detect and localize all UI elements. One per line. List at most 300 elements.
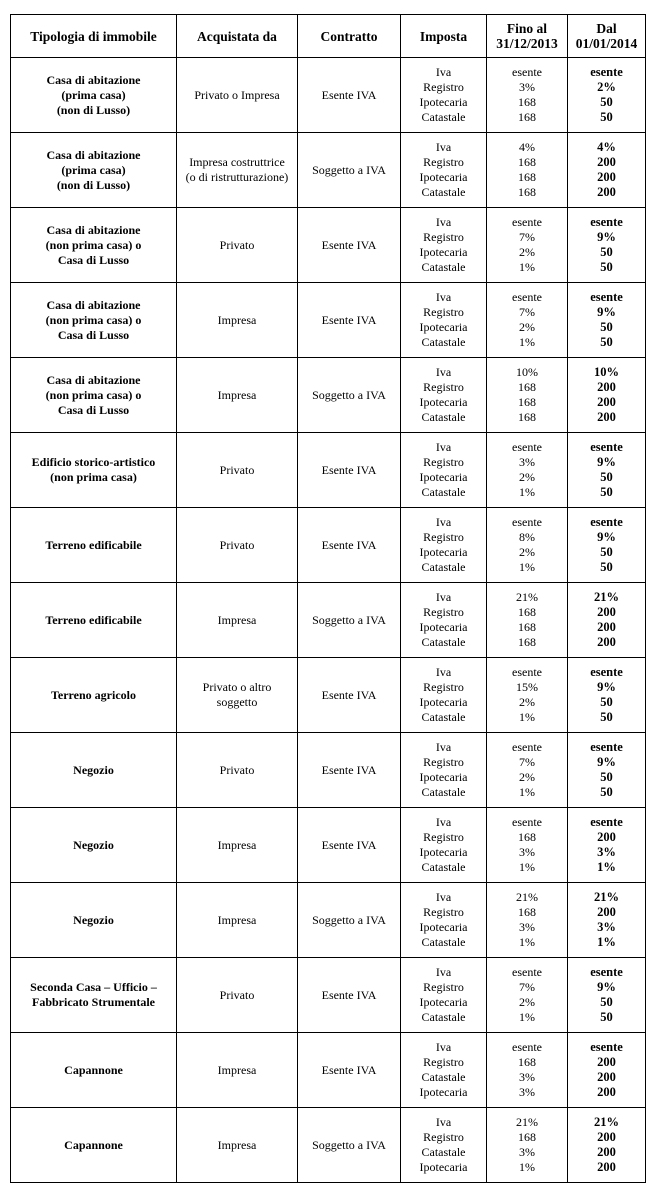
- fino-value: 3%: [519, 80, 535, 94]
- dal-value: 200: [597, 1160, 616, 1174]
- dal-value: esente: [590, 290, 623, 304]
- tipologia-line: Casa di abitazione: [46, 372, 141, 387]
- dal-value: 3%: [597, 920, 616, 934]
- dal-value: 50: [600, 260, 613, 274]
- tipologia-line: (non prima casa): [50, 470, 137, 484]
- cell-dal: [568, 883, 646, 958]
- table-body: [11, 58, 646, 1183]
- fino-value: 168: [518, 635, 536, 649]
- dal-value: 50: [600, 770, 613, 784]
- cell-contratto: Esente IVA: [298, 958, 401, 1033]
- imposta-name: Catastale: [421, 1010, 466, 1024]
- dal-value: 9%: [597, 980, 616, 994]
- dal-value: 50: [600, 560, 613, 574]
- tipologia-line: Casa di abitazione: [46, 297, 141, 312]
- cell-acquistata: [177, 1033, 298, 1108]
- imposta-name: Iva: [435, 590, 452, 604]
- imposta-name: Ipotecaria: [419, 95, 468, 109]
- imposta-name: Iva: [435, 665, 452, 679]
- imposta-name: Ipotecaria: [419, 770, 468, 784]
- tipologia-line: (non prima casa) o: [45, 387, 142, 402]
- tipologia-line: Capannone: [64, 1137, 123, 1152]
- fino-value: 21%: [516, 590, 538, 604]
- fino-value: 168: [518, 110, 536, 124]
- cell-tipologia: [11, 958, 177, 1033]
- cell-acquistata: [177, 283, 298, 358]
- fino-value: 2%: [519, 320, 535, 334]
- tipologia-line: (non di Lusso): [56, 102, 131, 117]
- fino-value: 3%: [519, 455, 535, 469]
- dal-value: 50: [600, 545, 613, 559]
- dal-value: esente: [590, 965, 623, 979]
- cell-acquistata: [177, 658, 298, 733]
- acquistata-line: Privato o altro: [202, 680, 272, 694]
- dal-value: 10%: [594, 365, 619, 379]
- tipologia-line: (prima casa): [61, 87, 126, 102]
- imposta-name: Ipotecaria: [419, 1160, 468, 1174]
- fino-value: 7%: [519, 755, 535, 769]
- dal-value: 9%: [597, 230, 616, 244]
- imposta-name: Ipotecaria: [419, 245, 468, 259]
- acquistata-line: Impresa: [217, 1137, 257, 1152]
- fino-value: 168: [518, 380, 536, 394]
- imposta-name: Registro: [423, 680, 464, 694]
- dal-value: 200: [597, 410, 616, 424]
- dal-value: 200: [597, 605, 616, 619]
- imposta-name: Ipotecaria: [419, 845, 468, 859]
- cell-dal: [568, 208, 646, 283]
- header-fino: [487, 15, 568, 58]
- acquistata-line: Impresa: [217, 312, 257, 327]
- dal-value: 9%: [597, 305, 616, 319]
- imposta-name: Iva: [435, 815, 452, 829]
- dal-value: 50: [600, 335, 613, 349]
- tax-comparison-table: [10, 14, 646, 1183]
- cell-tipologia: [11, 883, 177, 958]
- cell-acquistata: [177, 508, 298, 583]
- fino-value: 1%: [519, 485, 535, 499]
- dal-value: 1%: [597, 860, 616, 874]
- table-row: [11, 583, 646, 658]
- fino-value: 168: [518, 905, 536, 919]
- cell-contratto: Soggetto a IVA: [298, 883, 401, 958]
- imposta-name: Iva: [435, 890, 452, 904]
- dal-value: 200: [597, 395, 616, 409]
- cell-imposte: [401, 508, 487, 583]
- fino-value: 1%: [519, 1010, 535, 1024]
- cell-imposte: [401, 133, 487, 208]
- cell-fino: [487, 58, 568, 133]
- cell-contratto: Esente IVA: [298, 508, 401, 583]
- cell-dal: [568, 583, 646, 658]
- imposta-name: Iva: [435, 1040, 452, 1054]
- acquistata-line: Impresa: [217, 837, 257, 852]
- table-row: [11, 58, 646, 133]
- imposta-name: Ipotecaria: [419, 545, 468, 559]
- imposta-name: Catastale: [421, 335, 466, 349]
- imposta-name: Catastale: [421, 785, 466, 799]
- acquistata-line: Impresa: [217, 387, 257, 402]
- dal-value: 200: [597, 830, 616, 844]
- cell-dal: [568, 958, 646, 1033]
- tipologia-line: Negozio: [73, 837, 114, 852]
- cell-contratto: Soggetto a IVA: [298, 133, 401, 208]
- cell-fino: [487, 133, 568, 208]
- tipologia-line: Capannone: [64, 1062, 123, 1077]
- fino-value: 1%: [519, 1160, 535, 1174]
- dal-value: 200: [597, 635, 616, 649]
- fino-value: 168: [518, 1055, 536, 1069]
- imposta-name: Ipotecaria: [419, 1085, 468, 1099]
- cell-imposte: [401, 883, 487, 958]
- fino-value: esente: [512, 965, 542, 979]
- cell-imposte: [401, 358, 487, 433]
- imposta-name: Catastale: [421, 860, 466, 874]
- table-row: [11, 208, 646, 283]
- dal-value: 50: [600, 245, 613, 259]
- dal-value: esente: [590, 815, 623, 829]
- cell-contratto: Esente IVA: [298, 208, 401, 283]
- header-contratto: Contratto: [298, 15, 401, 58]
- tipologia-line: Casa di Lusso: [57, 327, 130, 342]
- tipologia-line: Casa di abitazione: [46, 222, 141, 237]
- cell-dal: [568, 133, 646, 208]
- acquistata-line: Impresa costruttrice: [189, 155, 285, 169]
- cell-dal: [568, 508, 646, 583]
- imposta-name: Iva: [435, 365, 452, 379]
- imposta-name: Catastale: [421, 635, 466, 649]
- fino-value: 168: [518, 95, 536, 109]
- dal-value: 2%: [597, 80, 616, 94]
- tipologia-line: Negozio: [73, 912, 114, 927]
- tipologia-line: Casa di Lusso: [57, 252, 130, 267]
- cell-imposte: [401, 283, 487, 358]
- imposta-name: Registro: [423, 980, 464, 994]
- table-row: [11, 958, 646, 1033]
- table-row: [11, 658, 646, 733]
- dal-value: 9%: [597, 755, 616, 769]
- fino-value: 168: [518, 155, 536, 169]
- cell-tipologia: [11, 583, 177, 658]
- dal-value: 50: [600, 485, 613, 499]
- cell-fino: [487, 583, 568, 658]
- acquistata-line: Impresa: [217, 612, 257, 627]
- dal-value: 50: [600, 470, 613, 484]
- dal-value: 9%: [597, 455, 616, 469]
- acquistata-line: Privato: [219, 987, 255, 1002]
- header-imposta: Imposta: [401, 15, 487, 58]
- dal-value: 200: [597, 620, 616, 634]
- dal-value: 200: [597, 170, 616, 184]
- cell-dal: [568, 358, 646, 433]
- cell-acquistata: [177, 733, 298, 808]
- cell-imposte: [401, 658, 487, 733]
- cell-imposte: [401, 733, 487, 808]
- fino-value: 1%: [519, 560, 535, 574]
- fino-value: 3%: [519, 1145, 535, 1159]
- dal-value: 50: [600, 995, 613, 1009]
- fino-value: 21%: [516, 890, 538, 904]
- imposta-name: Iva: [435, 290, 452, 304]
- cell-acquistata: [177, 133, 298, 208]
- dal-value: 1%: [597, 935, 616, 949]
- cell-acquistata: [177, 433, 298, 508]
- cell-fino: [487, 433, 568, 508]
- dal-value: 200: [597, 1130, 616, 1144]
- imposta-name: Ipotecaria: [419, 320, 468, 334]
- dal-value: 200: [597, 1055, 616, 1069]
- tipologia-line: Terreno agricolo: [51, 687, 136, 702]
- cell-fino: [487, 658, 568, 733]
- dal-value: esente: [590, 65, 623, 79]
- dal-value: esente: [590, 665, 623, 679]
- cell-dal: [568, 1033, 646, 1108]
- fino-value: 2%: [519, 770, 535, 784]
- table-row: [11, 133, 646, 208]
- imposta-name: Catastale: [421, 710, 466, 724]
- cell-tipologia: [11, 358, 177, 433]
- tipologia-line: (non prima casa) o: [45, 237, 142, 252]
- imposta-name: Registro: [423, 530, 464, 544]
- imposta-name: Ipotecaria: [419, 620, 468, 634]
- dal-value: 50: [600, 110, 613, 124]
- cell-contratto: Esente IVA: [298, 283, 401, 358]
- acquistata-line: Privato: [219, 462, 255, 477]
- imposta-name: Ipotecaria: [419, 920, 468, 934]
- dal-value: 21%: [594, 1115, 619, 1129]
- tipologia-line: Negozio: [73, 762, 114, 777]
- imposta-name: Ipotecaria: [419, 170, 468, 184]
- imposta-name: Catastale: [421, 935, 466, 949]
- fino-value: 21%: [516, 1115, 538, 1129]
- imposta-name: Catastale: [421, 110, 466, 124]
- dal-value: 3%: [597, 845, 616, 859]
- dal-value: 200: [597, 1085, 616, 1099]
- header-dal: [568, 15, 646, 58]
- dal-value: 50: [600, 710, 613, 724]
- fino-value: 2%: [519, 470, 535, 484]
- dal-value: 200: [597, 1145, 616, 1159]
- fino-value: esente: [512, 65, 542, 79]
- fino-value: 2%: [519, 995, 535, 1009]
- dal-value: 9%: [597, 680, 616, 694]
- imposta-name: Registro: [423, 455, 464, 469]
- fino-value: 7%: [519, 305, 535, 319]
- acquistata-line: Privato o Impresa: [194, 87, 280, 102]
- table-row: [11, 1108, 646, 1183]
- cell-fino: [487, 508, 568, 583]
- dal-value: 200: [597, 1070, 616, 1084]
- tipologia-line: Fabbricato Strumentale: [32, 995, 155, 1009]
- imposta-name: Registro: [423, 830, 464, 844]
- header-fino-line2: 31/12/2013: [496, 36, 558, 51]
- dal-value: esente: [590, 740, 623, 754]
- fino-value: 168: [518, 170, 536, 184]
- imposta-name: Catastale: [421, 1145, 466, 1159]
- dal-value: 4%: [597, 140, 616, 154]
- dal-value: 200: [597, 905, 616, 919]
- tipologia-line: Casa di abitazione: [46, 72, 141, 87]
- imposta-name: Ipotecaria: [419, 995, 468, 1009]
- dal-value: esente: [590, 515, 623, 529]
- cell-tipologia: [11, 133, 177, 208]
- cell-imposte: [401, 1033, 487, 1108]
- cell-fino: [487, 883, 568, 958]
- cell-tipologia: [11, 808, 177, 883]
- cell-imposte: [401, 433, 487, 508]
- imposta-name: Catastale: [421, 560, 466, 574]
- fino-value: 2%: [519, 695, 535, 709]
- table-row: [11, 883, 646, 958]
- imposta-name: Registro: [423, 755, 464, 769]
- imposta-name: Catastale: [421, 485, 466, 499]
- cell-acquistata: [177, 958, 298, 1033]
- table-row: [11, 733, 646, 808]
- imposta-name: Iva: [435, 965, 452, 979]
- fino-value: 7%: [519, 980, 535, 994]
- cell-contratto: Esente IVA: [298, 808, 401, 883]
- fino-value: 1%: [519, 935, 535, 949]
- fino-value: 2%: [519, 245, 535, 259]
- acquistata-line: Privato: [219, 762, 255, 777]
- cell-acquistata: [177, 358, 298, 433]
- cell-tipologia: [11, 1108, 177, 1183]
- dal-value: 200: [597, 380, 616, 394]
- header-fino-line1: Fino al: [506, 21, 548, 36]
- cell-acquistata: [177, 58, 298, 133]
- cell-tipologia: [11, 508, 177, 583]
- tipologia-line: (non di Lusso): [56, 177, 131, 192]
- cell-contratto: Esente IVA: [298, 733, 401, 808]
- header-row: [11, 15, 646, 58]
- dal-value: 200: [597, 155, 616, 169]
- acquistata-line: Privato: [219, 537, 255, 552]
- imposta-name: Registro: [423, 905, 464, 919]
- table-header: [11, 15, 646, 58]
- cell-tipologia: [11, 283, 177, 358]
- table-row: [11, 283, 646, 358]
- dal-value: 9%: [597, 530, 616, 544]
- cell-dal: [568, 1108, 646, 1183]
- cell-acquistata: [177, 883, 298, 958]
- cell-contratto: Esente IVA: [298, 658, 401, 733]
- cell-dal: [568, 58, 646, 133]
- cell-tipologia: [11, 208, 177, 283]
- acquistata-line: Impresa: [217, 1062, 257, 1077]
- cell-imposte: [401, 958, 487, 1033]
- imposta-name: Registro: [423, 305, 464, 319]
- imposta-name: Iva: [435, 515, 452, 529]
- imposta-name: Ipotecaria: [419, 470, 468, 484]
- cell-contratto: Esente IVA: [298, 1033, 401, 1108]
- cell-imposte: [401, 583, 487, 658]
- tipologia-line: Edificio storico-artistico: [31, 455, 156, 469]
- imposta-name: Catastale: [421, 410, 466, 424]
- cell-acquistata: [177, 808, 298, 883]
- imposta-name: Registro: [423, 605, 464, 619]
- fino-value: esente: [512, 1040, 542, 1054]
- cell-fino: [487, 733, 568, 808]
- tipologia-line: Terreno edificabile: [45, 537, 142, 552]
- cell-acquistata: [177, 1108, 298, 1183]
- imposta-name: Registro: [423, 230, 464, 244]
- tipologia-line: Seconda Casa – Ufficio –: [30, 980, 157, 994]
- acquistata-line: (o di ristrutturazione): [185, 170, 289, 184]
- dal-value: 50: [600, 320, 613, 334]
- cell-contratto: Esente IVA: [298, 433, 401, 508]
- cell-tipologia: [11, 58, 177, 133]
- fino-value: 1%: [519, 335, 535, 349]
- cell-imposte: [401, 58, 487, 133]
- cell-fino: [487, 808, 568, 883]
- fino-value: 1%: [519, 785, 535, 799]
- header-dal-line1: Dal: [596, 21, 617, 36]
- imposta-name: Registro: [423, 380, 464, 394]
- cell-tipologia: [11, 1033, 177, 1108]
- acquistata-line: Impresa: [217, 912, 257, 927]
- fino-value: 3%: [519, 845, 535, 859]
- dal-value: esente: [590, 1040, 623, 1054]
- imposta-name: Iva: [435, 740, 452, 754]
- cell-contratto: Soggetto a IVA: [298, 1108, 401, 1183]
- fino-value: 3%: [519, 920, 535, 934]
- imposta-name: Registro: [423, 1055, 464, 1069]
- fino-value: esente: [512, 515, 542, 529]
- fino-value: 1%: [519, 710, 535, 724]
- cell-dal: [568, 733, 646, 808]
- cell-fino: [487, 1033, 568, 1108]
- dal-value: 50: [600, 695, 613, 709]
- cell-contratto: Soggetto a IVA: [298, 583, 401, 658]
- cell-tipologia: [11, 658, 177, 733]
- imposta-name: Registro: [423, 1130, 464, 1144]
- fino-value: 168: [518, 410, 536, 424]
- dal-value: esente: [590, 440, 623, 454]
- imposta-name: Catastale: [421, 185, 466, 199]
- tipologia-line: Terreno edificabile: [45, 612, 142, 627]
- dal-value: 21%: [594, 590, 619, 604]
- fino-value: 8%: [519, 530, 535, 544]
- fino-value: 168: [518, 185, 536, 199]
- dal-value: 21%: [594, 890, 619, 904]
- fino-value: 168: [518, 605, 536, 619]
- header-acquistata: Acquistata da: [177, 15, 298, 58]
- fino-value: esente: [512, 215, 542, 229]
- fino-value: esente: [512, 440, 542, 454]
- table-row: [11, 1033, 646, 1108]
- dal-value: 50: [600, 1010, 613, 1024]
- acquistata-line: soggetto: [216, 695, 258, 709]
- tipologia-line: Casa di Lusso: [57, 402, 130, 417]
- fino-value: esente: [512, 290, 542, 304]
- tipologia-line: (prima casa): [61, 162, 126, 177]
- fino-value: 10%: [516, 365, 538, 379]
- header-dal-line2: 01/01/2014: [575, 36, 638, 51]
- imposta-name: Registro: [423, 80, 464, 94]
- table-row: [11, 433, 646, 508]
- cell-acquistata: [177, 583, 298, 658]
- fino-value: 1%: [519, 260, 535, 274]
- imposta-name: Catastale: [421, 260, 466, 274]
- table-row: [11, 508, 646, 583]
- cell-dal: [568, 433, 646, 508]
- cell-tipologia: [11, 733, 177, 808]
- fino-value: 3%: [519, 1085, 535, 1099]
- dal-value: esente: [590, 215, 623, 229]
- table-row: [11, 808, 646, 883]
- cell-dal: [568, 658, 646, 733]
- fino-value: esente: [512, 665, 542, 679]
